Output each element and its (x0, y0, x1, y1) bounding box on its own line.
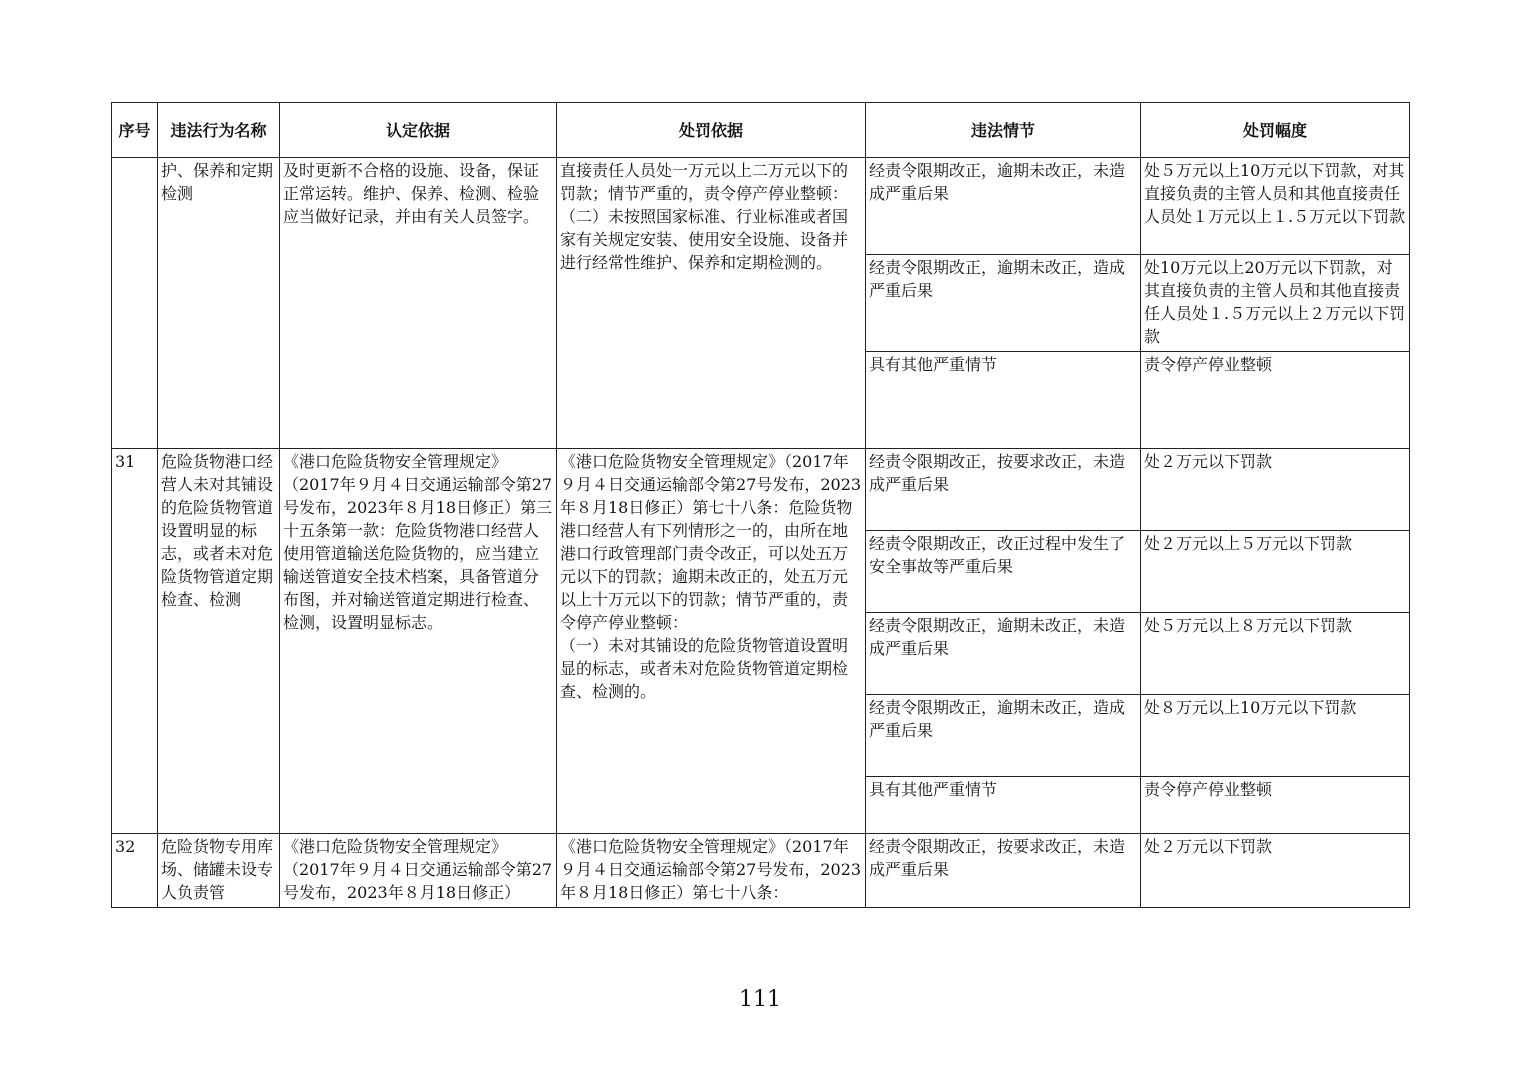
circumstance-cell: 经责令限期改正，逾期未改正，未造成严重后果 (866, 158, 1141, 255)
circumstance-cell: 经责令限期改正，逾期未改正，造成严重后果 (866, 695, 1141, 777)
violation-name-cell: 危险货物港口经营人未对其铺设的危险货物管道设置明显的标志，或者未对危险货物管道定期检查、检测 (158, 449, 280, 834)
circumstance-cell: 经责令限期改正，按要求改正，未造成严重后果 (866, 449, 1141, 531)
violation-name-cell: 护、保养和定期检测 (158, 158, 280, 449)
header-circumstance: 违法情节 (866, 103, 1141, 158)
header-penalty-basis: 处罚依据 (557, 103, 866, 158)
penalty-range-cell: 处２万元以下罚款 (1141, 449, 1410, 531)
penalty-range-cell: 责令停产停业整顿 (1141, 352, 1410, 449)
penalty-basis-cell: 直接责任人员处一万元以上二万元以下的罚款；情节严重的，责令停产停业整顿： （二）未按照国家标准、行业标准或者国家有关规定安装、使用安全设施、设备并进行经常性维护、保养和定期检测的。 (557, 158, 866, 449)
penalty-range-cell: 处５万元以上８万元以下罚款 (1141, 613, 1410, 695)
violation-name-cell: 危险货物专用库场、储罐未设专人负责管 (158, 834, 280, 908)
row-number-cell (112, 158, 158, 449)
table-row (112, 158, 1410, 255)
row-number-cell: 31 (112, 449, 158, 834)
determination-basis-cell: 《港口危险货物安全管理规定》（2017年９月４日交通运输部令第27号发布，2023年８月18日修正） (280, 834, 557, 908)
table-row (112, 449, 1410, 531)
determination-basis-cell: 及时更新不合格的设施、设备，保证正常运转。维护、保养、检测、检验应当做好记录，并由有关人员签字。 (280, 158, 557, 449)
penalty-range-cell: 责令停产停业整顿 (1141, 777, 1410, 834)
circumstance-cell: 经责令限期改正，改正过程中发生了安全事故等严重后果 (866, 531, 1141, 613)
row-number-cell: 32 (112, 834, 158, 908)
determination-basis-cell: 《港口危险货物安全管理规定》（2017年９月４日交通运输部令第27号发布，2023年８月18日修正）第三十五条第一款：危险货物港口经营人使用管道输送危险货物的，应当建立输送管道安全技术档案，具备管道分布图，并对输送管道定期进行检查、检测，设置明显标志。 (280, 449, 557, 834)
penalty-range-cell: 处２万元以下罚款 (1141, 834, 1410, 908)
header-determination-basis: 认定依据 (280, 103, 557, 158)
circumstance-cell: 具有其他严重情节 (866, 777, 1141, 834)
circumstance-cell: 经责令限期改正，逾期未改正，造成严重后果 (866, 255, 1141, 352)
penalty-basis-cell: 《港口危险货物安全管理规定》（2017年９月４日交通运输部令第27号发布，2023年８月18日修正）第七十八条： (557, 834, 866, 908)
table-row (112, 834, 1410, 908)
penalty-range-cell: 处８万元以上10万元以下罚款 (1141, 695, 1410, 777)
header-penalty-range: 处罚幅度 (1141, 103, 1410, 158)
header-number: 序号 (112, 103, 158, 158)
circumstance-cell: 经责令限期改正，逾期未改正，未造成严重后果 (866, 613, 1141, 695)
circumstance-cell: 具有其他严重情节 (866, 352, 1141, 449)
page-number: 111 (739, 987, 781, 1012)
penalty-basis-cell: 《港口危险货物安全管理规定》（2017年９月４日交通运输部令第27号发布，2023年８月18日修正）第七十八条：危险货物港口经营人有下列情形之一的，由所在地港口行政管理部门责令改正，可以处五万元以下的罚款；逾期未改正的，处五万元以上十万元以下的罚款；情节严重的，责令停产停业整顿： （一）未对其铺设的危险货物管道设置明显的标志，或者未对危险货物管道定期检查、检测的。 (557, 449, 866, 834)
penalty-range-cell: 处10万元以上20万元以下罚款，对其直接负责的主管人员和其他直接责任人员处１.５万元以上２万元以下罚款 (1141, 255, 1410, 352)
header-row (112, 103, 1410, 158)
penalty-range-cell: 处５万元以上10万元以下罚款，对其直接负责的主管人员和其他直接责任人员处１万元以上１.５万元以下罚款 (1141, 158, 1410, 255)
penalty-standards-table (111, 102, 1410, 908)
penalty-range-cell: 处２万元以上５万元以下罚款 (1141, 531, 1410, 613)
header-violation-name: 违法行为名称 (158, 103, 280, 158)
circumstance-cell: 经责令限期改正，按要求改正，未造成严重后果 (866, 834, 1141, 908)
